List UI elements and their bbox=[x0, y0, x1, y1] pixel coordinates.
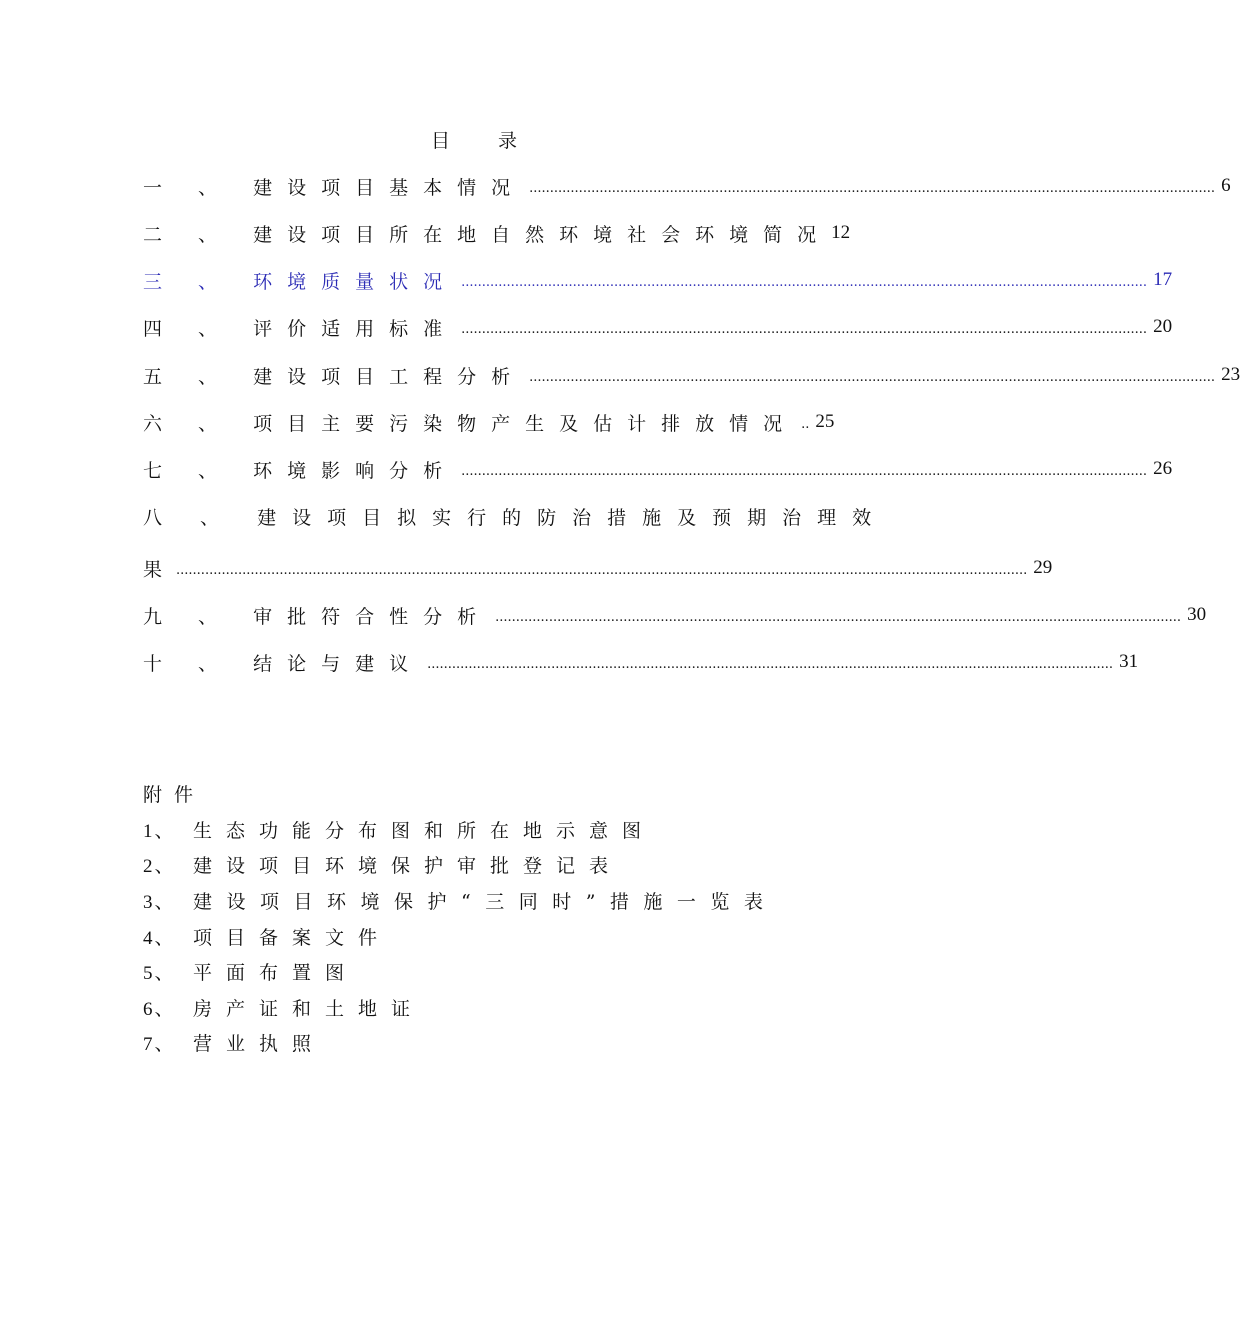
attachment-item bbox=[143, 923, 391, 950]
toc-entry-wrapped[interactable] bbox=[143, 503, 888, 529]
toc-title-left: 目 bbox=[430, 130, 452, 152]
attachment-number: 5、 bbox=[143, 963, 176, 984]
toc-entry-label: 九 、 审批符合性分析 bbox=[143, 605, 492, 628]
toc-entry-label: 二 、 建设项目所在地自然环境社会环境简况 bbox=[143, 223, 832, 246]
toc-entry[interactable] bbox=[143, 649, 1139, 675]
toc-entry-label: 十 、 结论与建议 bbox=[143, 652, 424, 675]
toc-entry-page: 6 bbox=[1221, 175, 1231, 196]
toc-entry-label: 七 、 环境影响分析 bbox=[143, 459, 458, 482]
toc-entry[interactable] bbox=[143, 362, 1241, 388]
toc-entry-page: 20 bbox=[1153, 316, 1173, 337]
toc-entry[interactable] bbox=[143, 173, 1231, 199]
attachment-number: 2、 bbox=[143, 856, 176, 877]
attachment-number: 6、 bbox=[143, 999, 176, 1020]
attachment-text: 建设项目环境保护审批登记表 bbox=[193, 855, 623, 877]
toc-entry-continuation[interactable] bbox=[143, 555, 1053, 581]
toc-entry-label: 八 、 建设项目拟实行的防治措施及预期治理效 bbox=[143, 506, 888, 529]
attachment-item bbox=[143, 887, 777, 914]
toc-entry-label: 果 bbox=[143, 558, 163, 581]
toc-leader: ...................................................................................................................................................................... bbox=[427, 657, 1114, 672]
toc-leader: .............................................................................................................................................................................................................. bbox=[176, 563, 1028, 578]
toc-leader: ...................................................................................................................................................................... bbox=[529, 370, 1216, 385]
attachment-number: 7、 bbox=[143, 1034, 176, 1055]
toc-entry[interactable] bbox=[143, 602, 1207, 628]
toc-leader: ...................................................................................................................................................................... bbox=[461, 275, 1148, 290]
toc-title bbox=[0, 126, 950, 153]
toc-leader: ...................................................................................................................................................................... bbox=[461, 322, 1148, 337]
toc-entry-page: 31 bbox=[1119, 651, 1139, 672]
toc-entry-page: 26 bbox=[1153, 458, 1173, 479]
toc-entry-label: 三 、 环境质量状况 bbox=[143, 270, 458, 293]
toc-leader: .. bbox=[801, 417, 810, 432]
attachment-text: 平面布置图 bbox=[193, 962, 359, 984]
attachment-number: 4、 bbox=[143, 928, 176, 949]
toc-entry-page: 30 bbox=[1187, 604, 1207, 625]
attachment-item bbox=[143, 816, 655, 843]
toc-entry-label: 四 、 评价适用标准 bbox=[143, 317, 458, 340]
toc-leader: ...................................................................................................................................................................... bbox=[529, 181, 1216, 196]
attachment-number: 3、 bbox=[143, 892, 176, 913]
attachment-item bbox=[143, 1029, 325, 1056]
attachment-item bbox=[143, 994, 424, 1021]
attachment-item bbox=[143, 958, 358, 985]
toc-entry-page: 29 bbox=[1033, 557, 1053, 578]
toc-entry-page: 12 bbox=[831, 222, 851, 243]
attachment-text: 房产证和土地证 bbox=[193, 998, 425, 1020]
attachment-number: 1、 bbox=[143, 821, 176, 842]
toc-entry[interactable] bbox=[143, 456, 1173, 482]
toc-entry-label: 六 、 项目主要污染物产生及估计排放情况 bbox=[143, 412, 798, 435]
attachment-text: 生态功能分布图和所在地示意图 bbox=[193, 820, 656, 842]
toc-entry-page: 25 bbox=[815, 411, 835, 432]
attachment-text: 项目备案文件 bbox=[193, 927, 392, 949]
toc-leader: ...................................................................................................................................................................... bbox=[461, 464, 1148, 479]
toc-entry-page: 23 bbox=[1221, 364, 1241, 385]
attachment-text: 营业执照 bbox=[193, 1033, 326, 1055]
toc-entry-label: 一 、 建设项目基本情况 bbox=[143, 176, 526, 199]
attachment-text: 建设项目环境保护“三同时”措施一览表 bbox=[193, 891, 778, 913]
toc-entry[interactable] bbox=[143, 220, 851, 246]
attachments-heading: 附件 bbox=[143, 784, 206, 806]
toc-entry[interactable] bbox=[143, 314, 1173, 340]
toc-leader: ...................................................................................................................................................................... bbox=[495, 610, 1182, 625]
toc-entry[interactable] bbox=[143, 409, 835, 435]
toc-entry-page: 17 bbox=[1153, 269, 1173, 290]
attachment-item bbox=[143, 851, 622, 878]
toc-entry-link[interactable] bbox=[143, 267, 1173, 293]
toc-title-right: 录 bbox=[498, 130, 520, 152]
toc-entry-label: 五 、 建设项目工程分析 bbox=[143, 365, 526, 388]
